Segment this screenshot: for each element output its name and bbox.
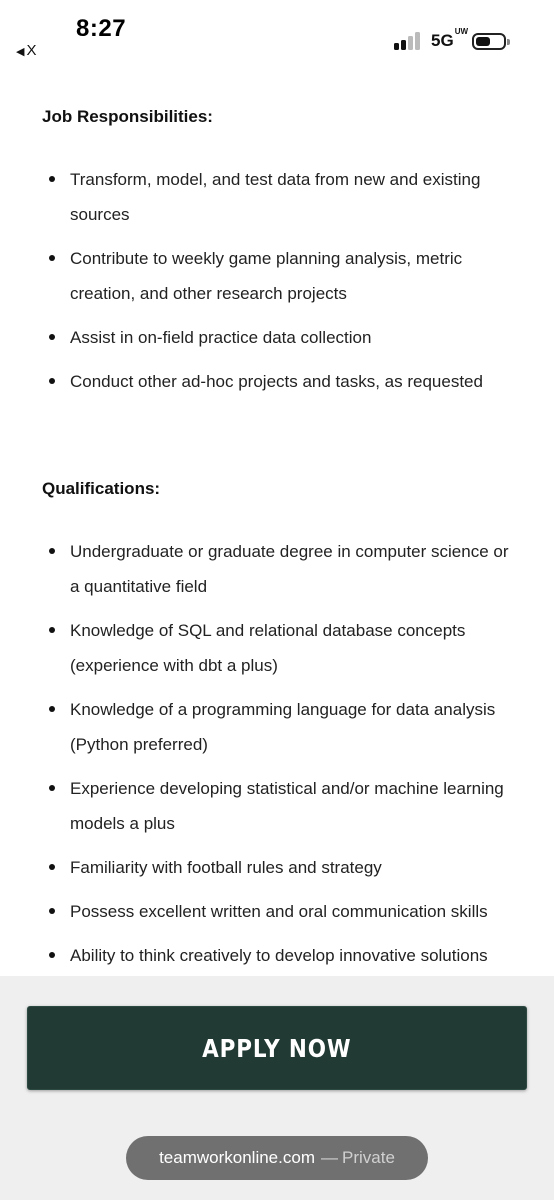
battery-icon xyxy=(472,33,506,50)
battery-level xyxy=(476,37,490,46)
list-item: Conduct other ad-hoc projects and tasks, as requested xyxy=(48,364,518,399)
list-item: Knowledge of a programming language for data analysis (Python preferred) xyxy=(48,692,518,762)
status-bar xyxy=(0,0,554,70)
clock-time: 8:27 xyxy=(76,15,127,42)
responsibilities-list xyxy=(48,162,518,408)
url-address-bar[interactable] xyxy=(126,1136,428,1180)
bottom-bar xyxy=(0,976,554,1200)
list-item: Assist in on-field practice data collection xyxy=(48,320,518,355)
list-item: Knowledge of SQL and relational database concepts (experience with dbt a plus) xyxy=(48,613,518,683)
qualifications-heading: Qualifications: xyxy=(42,479,161,498)
qualifications-list xyxy=(48,534,518,982)
list-item: Contribute to weekly game planning analysis, metric creation, and other research projects xyxy=(48,241,518,311)
network-label: 5G xyxy=(431,31,454,50)
apply-now-button[interactable] xyxy=(27,1006,527,1090)
network-badge: UW xyxy=(454,27,469,36)
signal-strength-icon xyxy=(394,30,422,50)
list-item: Familiarity with football rules and strategy xyxy=(48,850,518,885)
list-item: Possess excellent written and oral communication skills xyxy=(48,894,518,929)
list-item: Transform, model, and test data from new and existing sources xyxy=(48,162,518,232)
list-item: Experience developing statistical and/or machine learning models a plus xyxy=(48,771,518,841)
url-separator: — xyxy=(320,1148,338,1167)
url-domain: teamworkonline.com xyxy=(159,1148,315,1167)
back-to-app-button[interactable] xyxy=(16,42,36,59)
list-item: Ability to think creatively to develop innovative solutions xyxy=(48,938,518,973)
back-triangle-icon: ◀ xyxy=(16,46,25,58)
private-mode-label: Private xyxy=(341,1148,395,1167)
back-app-label: X xyxy=(26,42,37,59)
responsibilities-heading: Job Responsibilities: xyxy=(42,107,213,126)
battery-nub xyxy=(507,39,510,45)
network-type xyxy=(431,27,469,51)
list-item: Undergraduate or graduate degree in computer science or a quantitative field xyxy=(48,534,518,604)
apply-now-label: APPLY NOW xyxy=(202,1033,352,1063)
